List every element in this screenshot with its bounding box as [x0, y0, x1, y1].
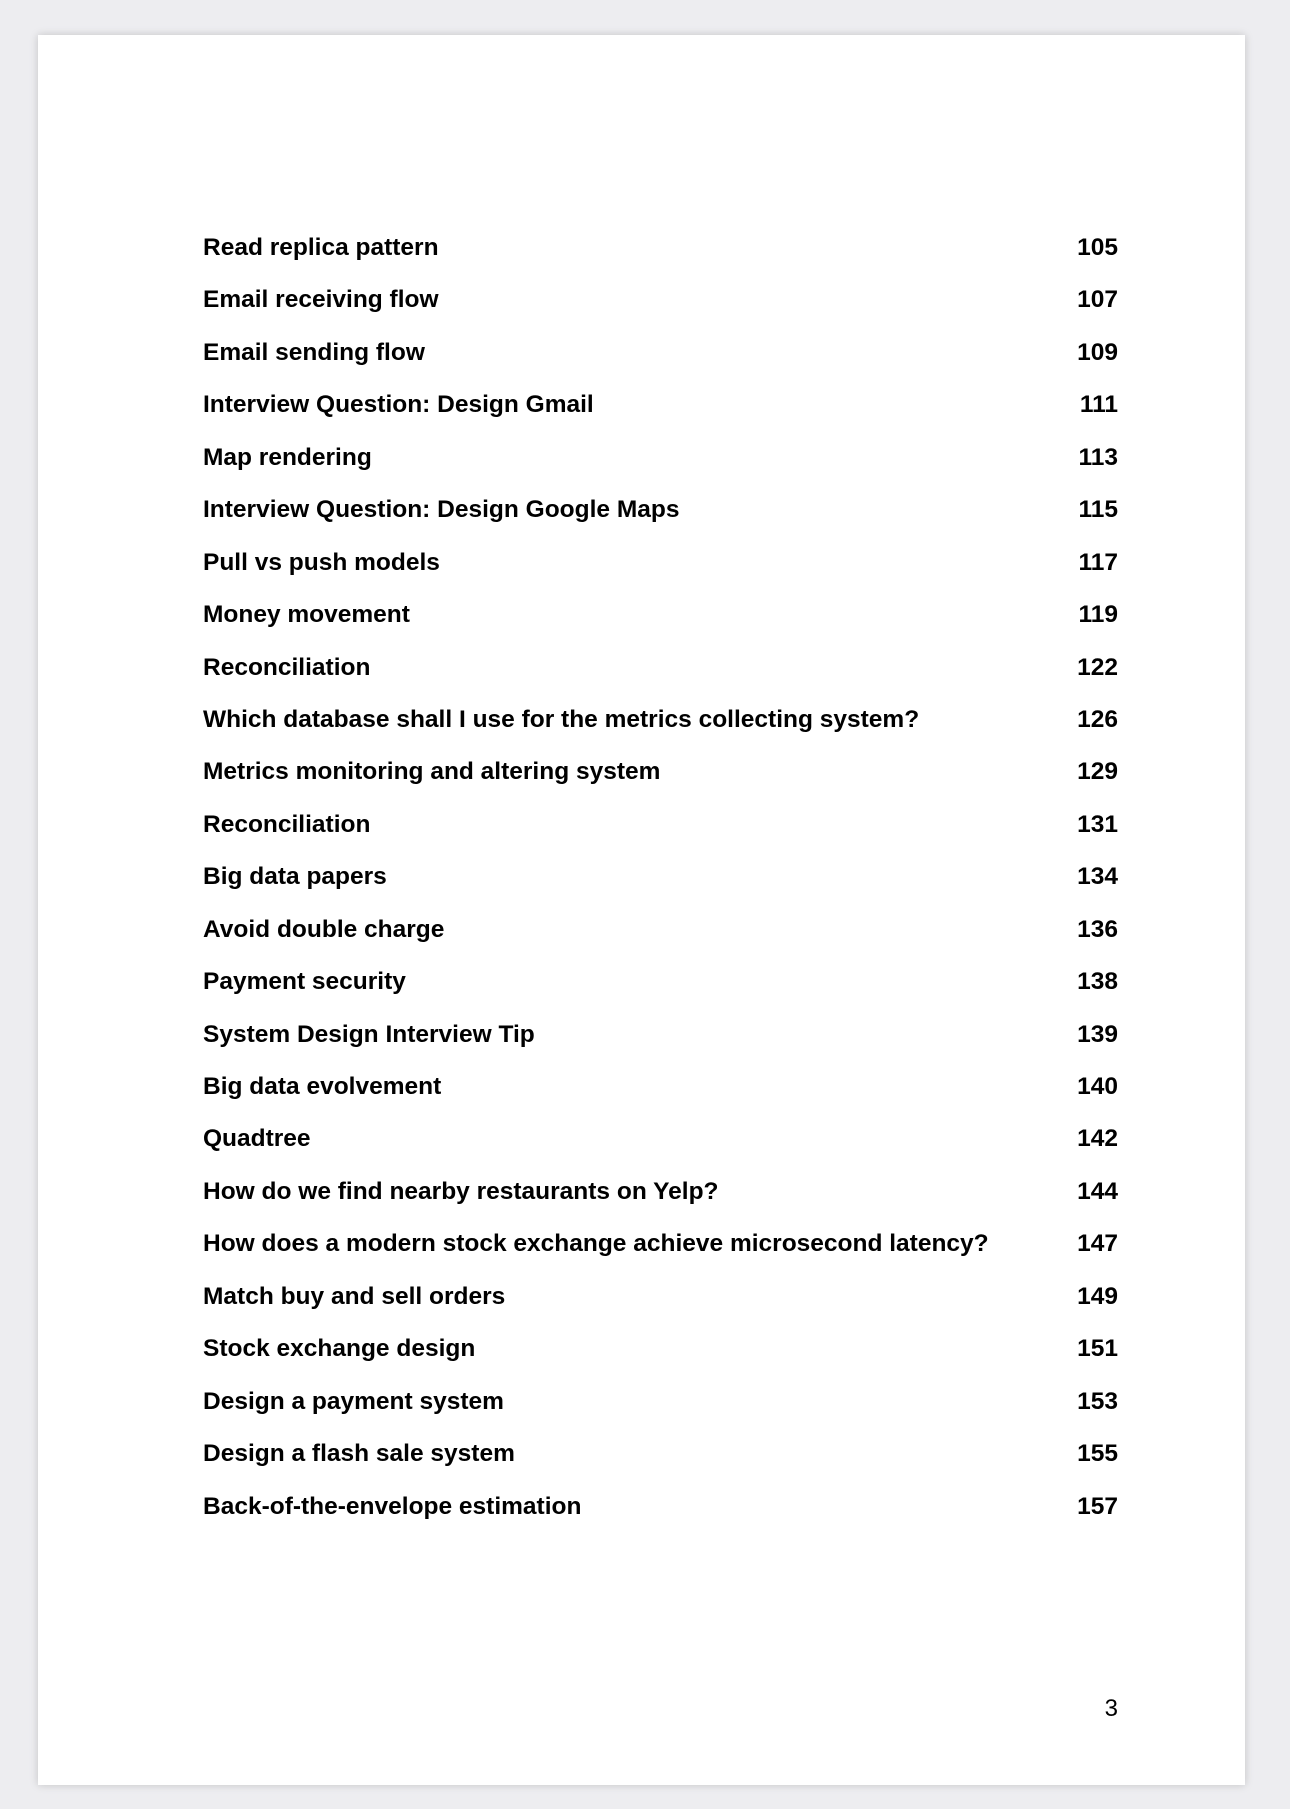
toc-entry[interactable] [203, 222, 1118, 274]
toc-entry-title: Quadtree [203, 1125, 311, 1153]
toc-entry[interactable] [203, 274, 1118, 326]
toc-entry-page: 151 [1077, 1335, 1118, 1363]
toc-entry-title: Design a flash sale system [203, 1440, 515, 1468]
toc-entry-page: 122 [1077, 653, 1118, 681]
toc-entry-page: 115 [1078, 496, 1118, 524]
toc-entry-page: 157 [1077, 1492, 1118, 1520]
toc-entry-title: Reconciliation [203, 653, 371, 681]
toc-entry-title: Email receiving flow [203, 286, 439, 314]
table-of-contents [203, 222, 1118, 1533]
toc-entry-page: 129 [1077, 758, 1118, 786]
toc-entry[interactable] [203, 694, 1118, 746]
toc-entry-title: Stock exchange design [203, 1335, 476, 1363]
toc-entry[interactable] [203, 1481, 1118, 1533]
toc-entry-title: Avoid double charge [203, 915, 445, 943]
toc-entry[interactable] [203, 1376, 1118, 1428]
toc-entry-title: Interview Question: Design Gmail [203, 391, 594, 419]
toc-entry-page: 105 [1077, 234, 1118, 261]
toc-entry-title: Big data papers [203, 863, 387, 891]
toc-entry-title: Money movement [203, 601, 410, 629]
toc-entry[interactable] [203, 484, 1118, 536]
toc-entry-page: 131 [1077, 810, 1118, 838]
toc-entry-page: 113 [1078, 443, 1118, 471]
toc-entry[interactable] [203, 1323, 1118, 1375]
toc-entry-title: Reconciliation [203, 810, 371, 838]
toc-entry[interactable] [203, 1113, 1118, 1165]
toc-entry-title: How do we find nearby restaurants on Yelp? [203, 1177, 719, 1205]
toc-entry-title: Match buy and sell orders [203, 1282, 506, 1310]
toc-entry[interactable] [203, 904, 1118, 956]
toc-entry-page: 153 [1077, 1387, 1118, 1415]
toc-entry[interactable] [203, 1009, 1118, 1061]
toc-entry-title: Map rendering [203, 443, 372, 471]
toc-entry-page: 140 [1077, 1073, 1118, 1100]
toc-entry-page: 109 [1077, 338, 1118, 366]
toc-entry-page: 142 [1077, 1125, 1118, 1153]
toc-entry-title: Pull vs push models [203, 548, 440, 576]
toc-entry[interactable] [203, 379, 1118, 431]
toc-entry-title: How does a modern stock exchange achieve microsecond latency? [203, 1230, 989, 1258]
toc-entry-page: 111 [1079, 391, 1118, 419]
toc-entry[interactable] [203, 589, 1118, 641]
toc-entry[interactable] [203, 851, 1118, 903]
page-number: 3 [1104, 1695, 1118, 1722]
toc-entry-page: 155 [1077, 1440, 1118, 1468]
toc-entry[interactable] [203, 799, 1118, 851]
toc-entry-page: 138 [1077, 968, 1118, 996]
toc-entry-title: Which database shall I use for the metrics collecting system? [203, 705, 920, 733]
toc-entry[interactable] [203, 956, 1118, 1008]
toc-entry-title: Design a payment system [203, 1387, 504, 1415]
toc-entry[interactable] [203, 746, 1118, 798]
toc-entry-page: 136 [1077, 915, 1118, 943]
toc-entry[interactable] [203, 1428, 1118, 1480]
toc-entry-page: 144 [1077, 1177, 1118, 1205]
toc-entry-title: Payment security [203, 968, 406, 996]
toc-entry[interactable] [203, 537, 1118, 589]
toc-entry-page: 126 [1077, 705, 1118, 733]
toc-entry-page: 107 [1077, 286, 1118, 314]
toc-entry[interactable] [203, 1218, 1118, 1270]
toc-entry-page: 149 [1077, 1282, 1118, 1310]
toc-entry-title: Big data evolvement [203, 1073, 442, 1100]
toc-entry-page: 117 [1078, 548, 1118, 576]
toc-entry[interactable] [203, 1061, 1118, 1113]
toc-entry-page: 139 [1077, 1020, 1118, 1048]
document-page [38, 35, 1245, 1785]
toc-entry[interactable] [203, 1271, 1118, 1323]
toc-entry-title: System Design Interview Tip [203, 1020, 535, 1048]
toc-entry-title: Read replica pattern [203, 234, 439, 261]
toc-entry-title: Email sending flow [203, 338, 425, 366]
toc-entry-title: Metrics monitoring and altering system [203, 758, 661, 786]
toc-entry[interactable] [203, 642, 1118, 694]
toc-entry-page: 147 [1077, 1230, 1118, 1258]
toc-entry-title: Back-of-the-envelope estimation [203, 1492, 582, 1520]
toc-entry-page: 119 [1078, 601, 1118, 629]
toc-entry[interactable] [203, 327, 1118, 379]
toc-entry[interactable] [203, 432, 1118, 484]
toc-entry[interactable] [203, 1166, 1118, 1218]
toc-entry-page: 134 [1077, 863, 1118, 891]
toc-entry-title: Interview Question: Design Google Maps [203, 496, 680, 524]
